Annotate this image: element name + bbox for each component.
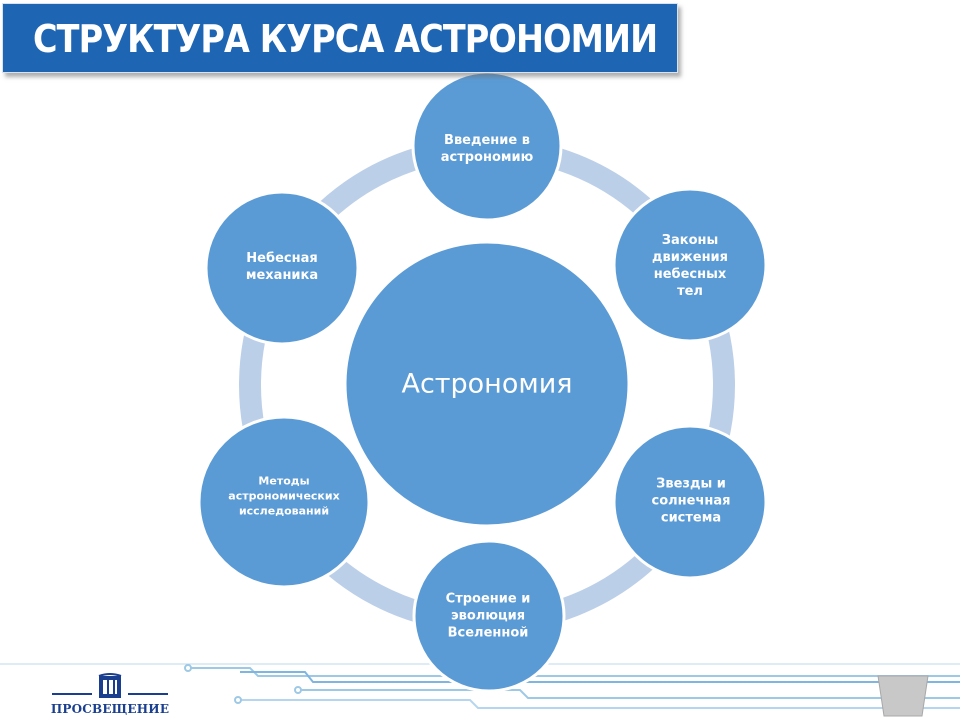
footer-shape (878, 676, 928, 716)
center-node-label: Астрономия (401, 368, 573, 400)
page-title: СТРУКТУРА КУРСА АСТРОНОМИИ (33, 17, 658, 61)
node-label-intro: Введение в астрономию (440, 133, 534, 165)
node-label-universe: Строение и эволюция Вселенной (445, 591, 531, 641)
publisher-logo (48, 672, 172, 716)
publisher-name: ПРОСВЕЩЕНИЕ (50, 702, 170, 716)
node-label-laws: Законы движения небесных тел (651, 233, 729, 299)
publisher-emblem-icon (48, 672, 172, 702)
node-label-mechanics: Небесная механика (245, 251, 319, 283)
title-banner (2, 3, 678, 73)
node-label-stars: Звезды и солнечная система (651, 476, 731, 526)
node-label-methods: Методы астрономических исследований (228, 474, 340, 518)
